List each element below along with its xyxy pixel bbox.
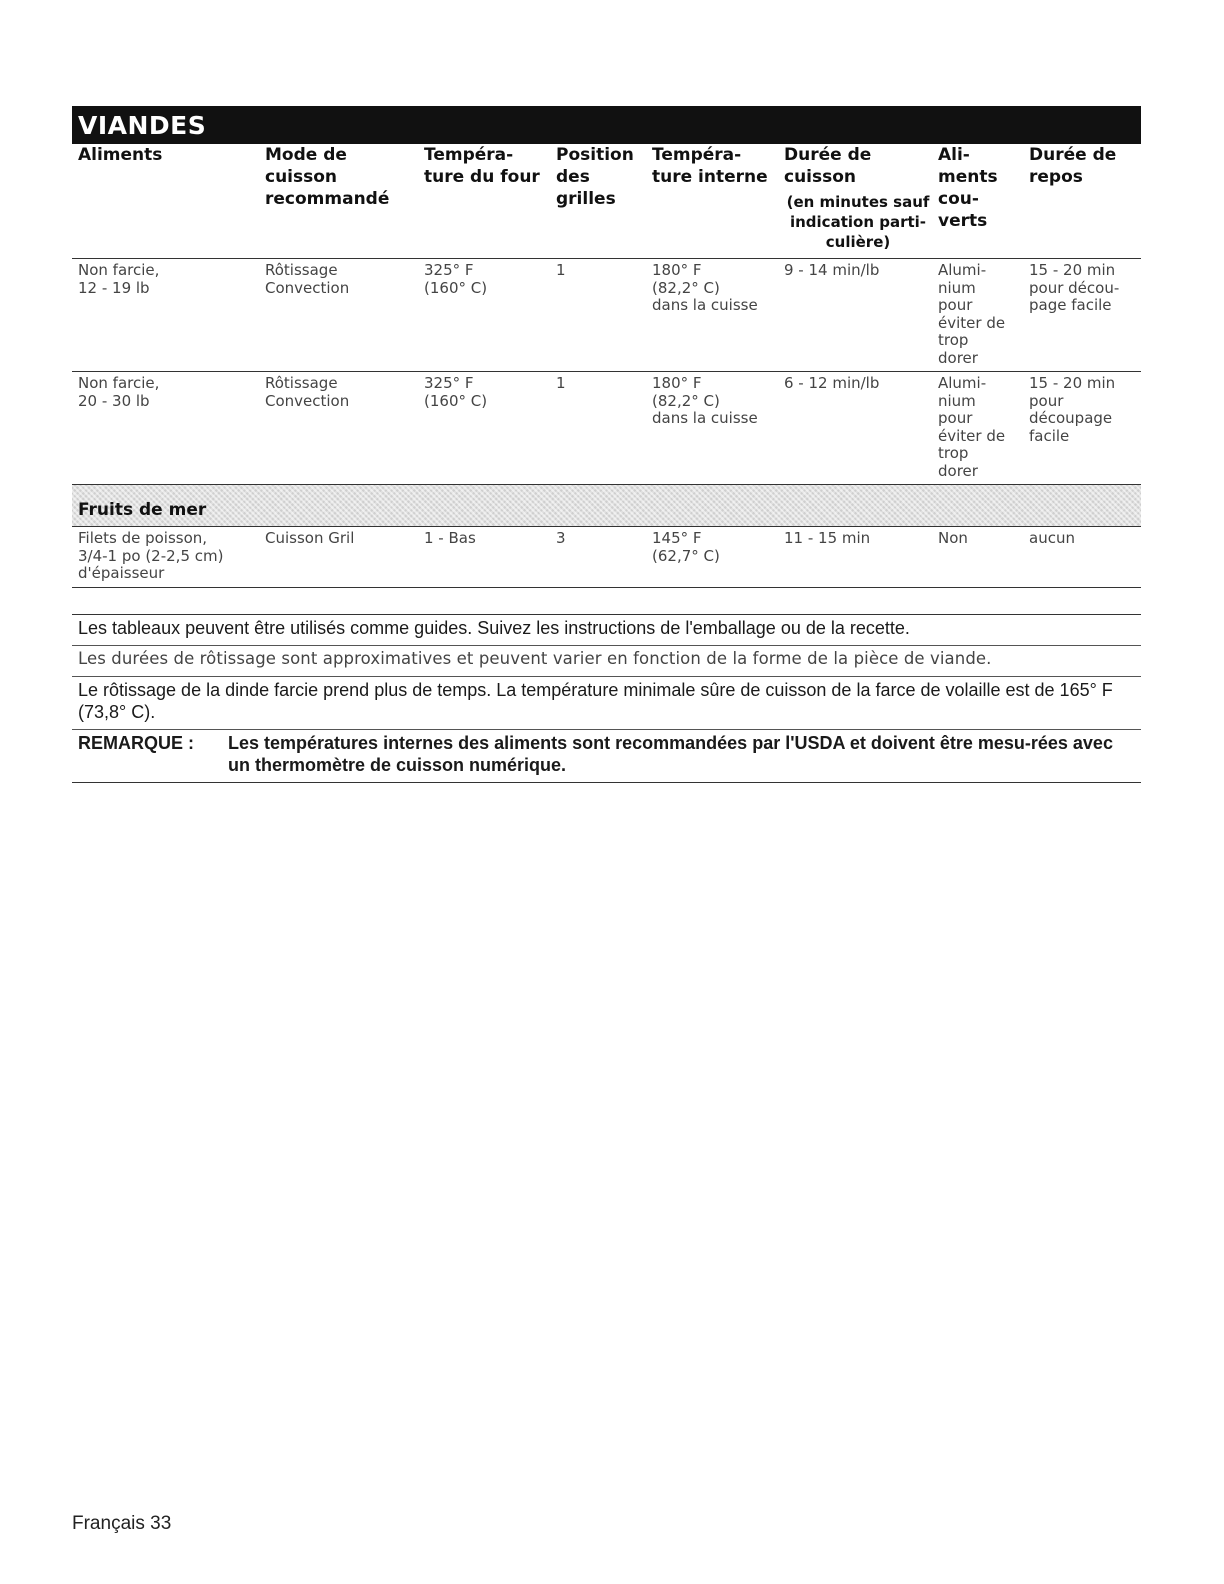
header-mode-cuisson: Mode de cuisson recommandé [265, 145, 390, 209]
cell-temp-interne: 180° F (82,2° C) dans la cuisse [652, 261, 758, 314]
cell-couverts: Alumi- nium pour éviter de trop dorer [938, 374, 1006, 480]
remark-usda [72, 730, 1141, 783]
note-durees-approx: Les durées de rôtissage sont approximatives et peuvent varier en fonction de la forme de la pièce de viande. [72, 646, 1141, 677]
header-temperature-four: Tempéra- ture du four [424, 145, 540, 187]
header-position-grilles: Position des grilles [556, 145, 634, 209]
subsection-header-fruits-de-mer [72, 485, 1141, 527]
cell-position: 1 [556, 261, 566, 279]
cell-aliment: Filets de poisson, 3/4-1 po (2-2,5 cm) d'épaisseur [78, 529, 224, 582]
header-temperature-interne: Tempéra- ture interne [652, 145, 768, 187]
cell-mode: Rôtissage Convection [265, 374, 350, 410]
section-title: VIANDES [78, 110, 207, 140]
cell-mode: Rôtissage Convection [265, 261, 350, 297]
header-duree-cuisson: Durée de cuisson (en minutes sauf indication parti- culière) [778, 144, 932, 252]
remark-text: Les températures internes des aliments sont recommandées par l'USDA et doivent être mesu-rées avec un thermomètre de cuisson numérique. [228, 732, 1113, 775]
note-guides: Les tableaux peuvent être utilisés comme guides. Suivez les instructions de l'emballage ou de la recette. [72, 615, 1141, 646]
table-row [72, 527, 1141, 588]
cell-temp-four: 1 - Bas [424, 529, 476, 547]
cell-repos: 15 - 20 min pour découpage facile [1029, 374, 1116, 445]
page-footer: Français 33 [72, 1513, 172, 1534]
cell-temp-four: 325° F (160° C) [424, 261, 488, 297]
subsection-title: Fruits de mer [78, 500, 207, 520]
table-row [72, 372, 1141, 485]
note-dinde-farcie: Le rôtissage de la dinde farcie prend plus de temps. La température minimale sûre de cuisson de la farce de volaille est de 165° F (73,8° C). [72, 677, 1141, 730]
header-duree-cuisson-note: (en minutes sauf indication parti- culière) [786, 193, 930, 251]
cell-duree: 9 - 14 min/lb [784, 261, 880, 279]
cell-position: 3 [556, 529, 566, 547]
notes-block [72, 614, 1141, 783]
header-duree-repos: Durée de repos [1029, 145, 1117, 187]
cell-couverts: Alumi- nium pour éviter de trop dorer [938, 261, 1006, 367]
table-header-row [72, 144, 1141, 259]
cell-repos: 15 - 20 min pour décou- page facile [1029, 261, 1120, 314]
cell-temp-interne: 180° F (82,2° C) dans la cuisse [652, 374, 758, 427]
cell-mode: Cuisson Gril [265, 529, 355, 547]
cell-duree: 11 - 15 min [784, 529, 871, 547]
cell-temp-four: 325° F (160° C) [424, 374, 488, 410]
section-header-viandes [72, 106, 1141, 144]
table-row [72, 259, 1141, 372]
cell-duree: 6 - 12 min/lb [784, 374, 880, 392]
cell-aliment: Non farcie, 12 - 19 lb [78, 261, 160, 297]
cell-repos: aucun [1029, 529, 1075, 547]
cell-position: 1 [556, 374, 566, 392]
header-aliments: Aliments [78, 145, 163, 165]
cell-temp-interne: 145° F (62,7° C) [652, 529, 720, 565]
cell-aliment: Non farcie, 20 - 30 lb [78, 374, 160, 410]
cell-couverts: Non [938, 529, 968, 547]
cooking-chart [72, 106, 1141, 783]
header-aliments-couverts: Ali- ments cou- verts [938, 145, 998, 231]
remark-label: REMARQUE : [78, 732, 194, 753]
